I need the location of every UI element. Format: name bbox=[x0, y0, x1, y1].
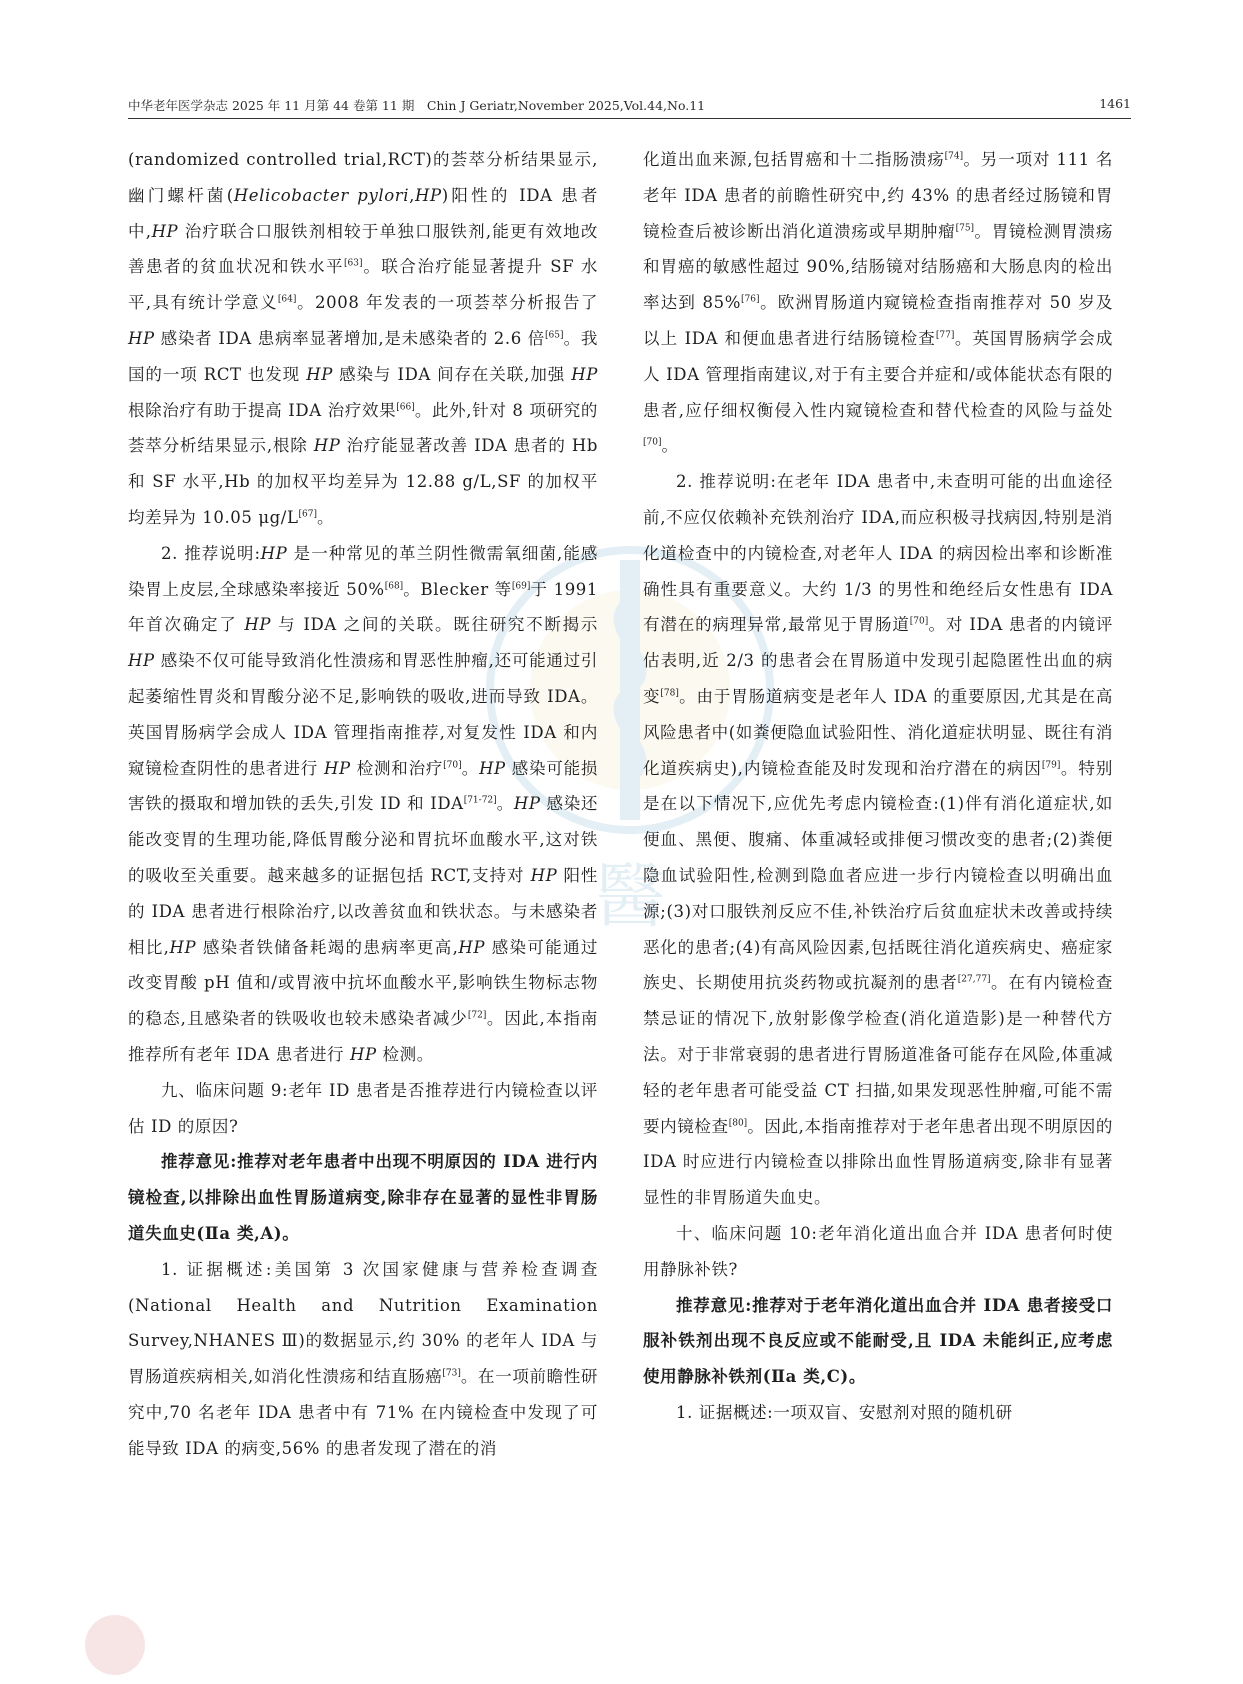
citation[interactable]: [68] bbox=[384, 581, 404, 592]
left-column bbox=[128, 142, 598, 1466]
clinical-question-9: 九、临床问题 9:老年 ID 患者是否推荐进行内镜检查以评估 ID 的原因? bbox=[128, 1080, 598, 1136]
citation[interactable]: [66] bbox=[396, 402, 415, 413]
publisher-logo bbox=[80, 1610, 150, 1680]
citation[interactable]: [27,77] bbox=[957, 974, 991, 985]
citation[interactable]: [63] bbox=[344, 258, 363, 269]
citation[interactable]: [70] bbox=[443, 760, 462, 771]
journal-citation: 中华老年医学杂志 2025 年 11 月第 44 卷第 11 期 Chin J Geriatr,November 2025,Vol.44,No.11 bbox=[128, 98, 706, 113]
citation[interactable]: [65] bbox=[545, 330, 564, 341]
recommendation-9: 推荐意见:推荐对老年患者中出现不明原因的 IDA 进行内镜检查,以排除出血性胃肠道病变,除非存在显著的显性非胃肠道失血史(Ⅱa 类,A)。 bbox=[128, 1152, 598, 1243]
recommendation-10: 推荐意见:推荐对于老年消化道出血合并 IDA 患者接受口服补铁剂出现不良反应或不能耐受,且 IDA 未能纠正,应考虑使用静脉补铁剂(Ⅱa 类,C)。 bbox=[643, 1295, 1113, 1387]
paragraph: 化道出血来源,包括胃癌和十二指肠溃疡[74]。另一项对 111 名老年 IDA 患者的前瞻性研究中,约 43% 的患者经过肠镜和胃镜检查后被诊断出消化道溃疡或早期肿瘤[75]。胃镜检测胃溃疡和胃癌的敏感性超过 90%,结肠镜对结肠癌和大肠息肉的检出率达到 85%[76]。欧洲胃肠道内窥镜检查指南推荐对 50 岁及以上 IDA 和便血患者进行结肠镜检查[77]。英国胃肠病学会成人 IDA 管理指南建议,对于有主要合并症和/或体能状态有限的患者,应仔细权衡侵入性内窥镜检查和替代检查的风险与益处[70]。 bbox=[643, 150, 1114, 456]
citation[interactable]: [80] bbox=[728, 1118, 748, 1129]
citation[interactable]: [78] bbox=[660, 688, 679, 699]
paragraph: (randomized controlled trial,RCT)的荟萃分析结果显示,幽门螺杆菌(Helicobacter pylori,HP)阳性的 IDA 患者中,HP 治疗联合口服铁剂相较于单独口服铁剂,能更有效地改善患者的贫血状况和铁水平[63]。联合治疗能显著提升 SF 水平,具有统计学意义[64]。2008 年发表的一项荟萃分析报告了 HP 感染者 IDA 患病率显著增加,是未感染者的 2.6 倍[65]。我国的一项 RCT 也发现 HP 感染与 IDA 间存在关联,加强 HP 根除治疗有助于提高 IDA 治疗效果[66]。此外,针对 8 项研究的荟萃分析结果显示,根除 HP 治疗能显著改善 IDA 患者的 Hb 和 SF 水平,Hb 的加权平均差异为 12.88 g/L,SF 的加权平均差异为 10.05 μg/L[67]。 bbox=[128, 150, 598, 527]
right-column bbox=[643, 142, 1113, 1431]
citation[interactable]: [73] bbox=[442, 1368, 461, 1379]
paragraph: 2. 推荐说明:HP 是一种常见的革兰阴性微需氧细菌,能感染胃上皮层,全球感染率接近 50%[68]。Blecker 等[69]于 1991 年首次确定了 HP 与 IDA 之间的关联。既往研究不断揭示 HP 感染不仅可能导致消化性溃疡和胃恶性肿瘤,还可能通过引起萎缩性胃炎和胃酸分泌不足,影响铁的吸收,进而导致 IDA。英国胃肠病学会成人 IDA 管理指南推荐,对复发性 IDA 和内窥镜检查阴性的患者进行 HP 检测和治疗[70]。HP 感染可能损害铁的摄取和增加铁的丢失,引发 ID 和 IDA[71-72]。HP 感染还能改变胃的生理功能,降低胃酸分泌和胃抗坏血酸水平,这对铁的吸收至关重要。越来越多的证据包括 RCT,支持对 HP 阳性的 IDA 患者进行根除治疗,以改善贫血和铁状态。与未感染者相比,HP 感染者铁储备耗竭的患病率更高,HP 感染可能通过改变胃酸 pH 值和/或胃液中抗坏血酸水平,影响铁生物标志物的稳态,且感染者的铁吸收也较未感染者减少[72]。因此,本指南推荐所有老年 IDA 患者进行 HP 检测。 bbox=[128, 543, 599, 1064]
paragraph: 2. 推荐说明:在老年 IDA 患者中,未查明可能的出血途径前,不应仅依赖补充铁剂治疗 IDA,而应积极寻找病因,特别是消化道检查中的内镜检查,对老年人 IDA 的病因检出率和诊断准确性具有重要意义。大约 1/3 的男性和绝经后女性患有 IDA 有潜在的病理异常,最常见于胃肠道[70]。对 IDA 患者的内镜评估表明,近 2/3 的患者会在胃肠道中发现引起隐匿性出血的病变[78]。由于胃肠道病变是老年人 IDA 的重要原因,尤其是在高风险患者中(如粪便隐血试验阳性、消化道症状明显、既往有消化道疾病史),内镜检查能及时发现和治疗潜在的病因[79]。特别是在以下情况下,应优先考虑内镜检查:(1)伴有消化道症状,如便血、黑便、腹痛、体重减轻或排便习惯改变的患者;(2)粪便隐血试验阳性,检测到隐血者应进一步行内镜检查以明确出血源;(3)对口服铁剂反应不佳,补铁治疗后贫血症状未改善或持续恶化的患者;(4)有高风险因素,包括既往消化道疾病史、癌症家族史、长期使用抗炎药物或抗凝剂的患者[27,77]。在有内镜检查禁忌证的情况下,放射影像学检查(消化道造影)是一种替代方法。对于非常衰弱的患者进行胃肠道准备可能存在风险,体重减轻的老年患者可能受益 CT 扫描,如果发现恶性肿瘤,可能不需要内镜检查[80]。因此,本指南推荐对于老年患者出现不明原因的 IDA 时应进行内镜检查以排除出血性胃肠道病变,除非有显著显性的非胃肠道失血史。 bbox=[643, 472, 1113, 1208]
citation[interactable]: [79] bbox=[1041, 760, 1061, 771]
svg-text:醫: 醫 bbox=[595, 855, 665, 937]
citation[interactable]: [71-72] bbox=[463, 795, 497, 806]
page-number: 1461 bbox=[1099, 96, 1131, 111]
citation[interactable]: [70] bbox=[909, 616, 929, 627]
clinical-question-10: 十、临床问题 10:老年消化道出血合并 IDA 患者何时使用静脉补铁? bbox=[643, 1223, 1113, 1279]
citation[interactable]: [75] bbox=[955, 223, 975, 234]
running-header bbox=[128, 96, 1131, 119]
paragraph: 1. 证据概述:一项双盲、安慰剂对照的随机研 bbox=[676, 1402, 1013, 1422]
citation[interactable]: [77] bbox=[935, 330, 955, 341]
citation[interactable]: [70] bbox=[643, 437, 662, 448]
citation[interactable]: [64] bbox=[277, 294, 297, 305]
citation[interactable]: [76] bbox=[741, 294, 760, 305]
citation[interactable]: [69] bbox=[511, 581, 531, 592]
citation[interactable]: [67] bbox=[298, 509, 318, 520]
paragraph: 1. 证据概述:美国第 3 次国家健康与营养检查调查(National Health and Nutrition Examination Survey,NHANES Ⅲ)的数据显示,约 30% 的老年人 IDA 与胃肠道疾病相关,如消化性溃疡和结直肠癌[73]。在一项前瞻性研究中,70 名老年 IDA 患者中有 71% 在内镜检查中发现了可能导致 IDA 的病变,56% 的患者发现了潜在的消 bbox=[128, 1259, 598, 1458]
citation[interactable]: [72] bbox=[467, 1010, 487, 1021]
citation[interactable]: [74] bbox=[944, 151, 964, 162]
